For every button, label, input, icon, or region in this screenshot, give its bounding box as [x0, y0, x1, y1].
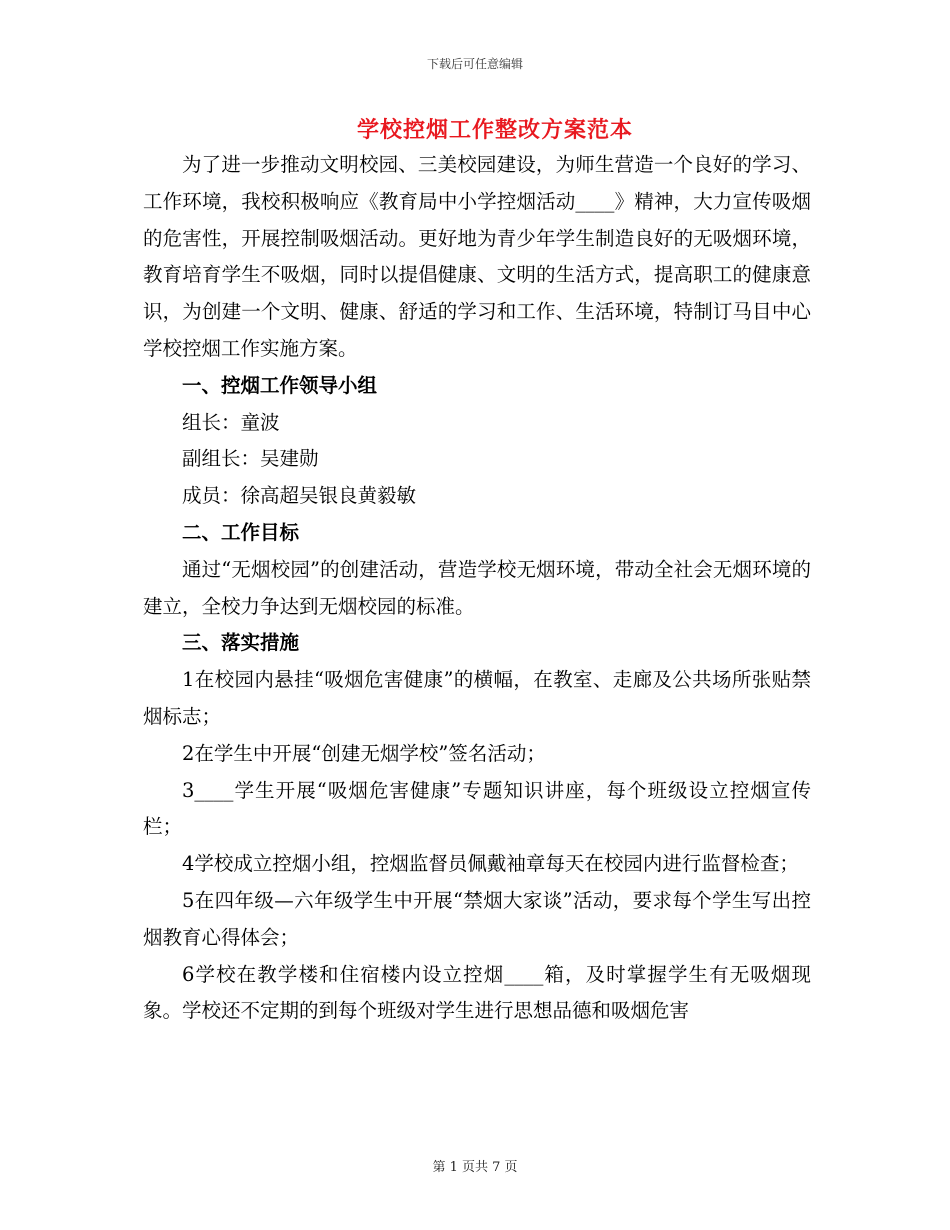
document-body — [143, 147, 811, 1030]
intro-paragraph: 为了进一步推动文明校园、三美校园建设，为师生营造一个良好的学习、工作环境，我校积极响应《教育局中小学控烟活动____》精神，大力宣传吸烟的危害性，开展控制吸烟活动。更好地为青少年学生制造良好的无吸烟环境，教育培育学生不吸烟，同时以提倡健康、文明的生活方式，提高职工的健康意识，为创建一个文明、健康、舒适的学习和工作、生活环境，特制订马目中心学校控烟工作实施方案。 — [143, 153, 811, 360]
list-item: 6学校在教学楼和住宿楼内设立控烟____箱，及时掌握学生有无吸烟现象。学校还不定期的到每个班级对学生进行思想品德和吸烟危害 — [143, 962, 811, 1023]
page-number: 第 1 页共 7 页 — [432, 1160, 518, 1175]
list-item: 5在四年级—六年级学生中开展“禁烟大家谈”活动，要求每个学生写出控烟教育心得体会； — [143, 888, 811, 949]
section-heading: 二、工作目标 — [182, 520, 300, 544]
document-title: 学校控烟工作整改方案范本 — [356, 117, 633, 143]
body-paragraph: 成员：徐高超吴银良黄毅敏 — [182, 484, 417, 508]
body-paragraph: 组长：童波 — [182, 410, 280, 434]
section-heading: 一、控烟工作领导小组 — [182, 373, 378, 397]
list-item: 1在校园内悬挂“吸烟危害健康”的横幅，在教室、走廊及公共场所张贴禁烟标志； — [143, 668, 811, 728]
body-paragraph: 通过“无烟校园”的创建活动，营造学校无烟环境，带动全社会无烟环境的建立，全校力争达到无烟校园的标准。 — [143, 557, 811, 618]
list-item: 4学校成立控烟小组，控烟监督员佩戴袖章每天在校园内进行监督检查； — [182, 852, 799, 876]
section-heading: 三、落实措施 — [182, 631, 300, 655]
list-item: 3____学生开展“吸烟危害健康”专题知识讲座，每个班级设立控烟宣传栏； — [143, 778, 811, 839]
header-note: 下载后可任意编辑 — [426, 57, 523, 71]
list-item: 2在学生中开展“创建无烟学校”签名活动； — [182, 741, 546, 765]
body-paragraph: 副组长：吴建勋 — [182, 447, 319, 471]
